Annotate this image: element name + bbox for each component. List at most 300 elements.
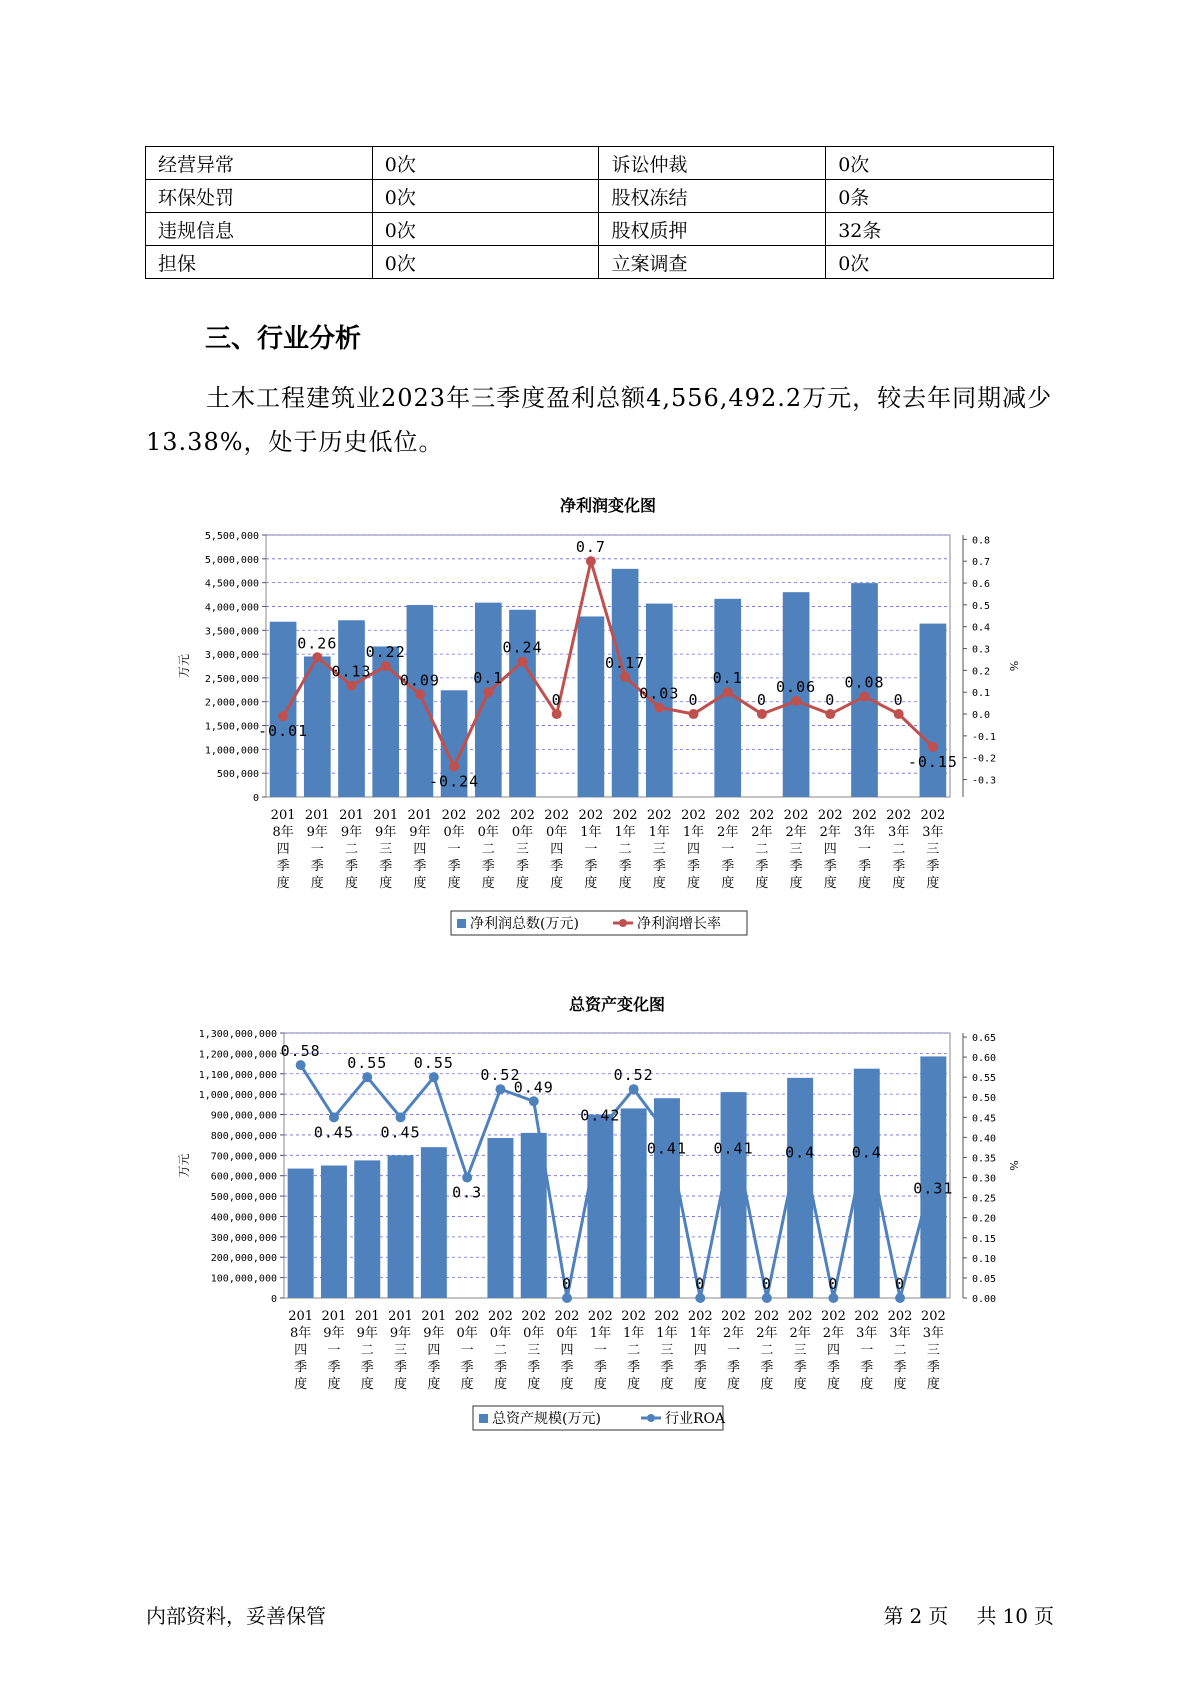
line-point [381,661,391,671]
y2-tick-label: 0.10 [972,1253,997,1265]
x-tick-label: 202 [920,808,946,823]
x-tick-label: 季 [360,1360,374,1375]
x-tick-label: 202 [852,808,877,823]
x-tick-label: 202 [578,808,604,823]
x-tick-label: 2年 [717,825,739,840]
y2-tick-label: 0.00 [972,1294,997,1305]
risk-item-value: 0次 [372,246,599,279]
y-tick-label: 5,000,000 [204,554,259,566]
x-tick-label: 9年 [340,825,363,840]
x-tick-label: 四 [826,1343,840,1358]
x-tick-label: 1年 [689,1326,711,1341]
x-tick-label: 度 [892,876,906,891]
x-tick-label: 三 [527,1343,541,1358]
y-tick-label: 0 [270,1294,277,1305]
x-tick-label: 四 [686,842,701,857]
total-assets-chart-svg [0,950,1191,1427]
x-tick-label: 201 [407,808,433,823]
data-label: 0 [825,691,836,710]
x-tick-label: 202 [887,1309,913,1324]
x-tick-label: 度 [379,876,393,891]
x-tick-label: 1年 [589,1326,611,1341]
x-tick-label: 度 [427,1377,441,1392]
data-label: 0.13 [331,662,372,681]
line-point [862,1132,872,1142]
data-label: 0 [828,1275,839,1293]
bar [321,1166,347,1299]
line-point [586,556,596,566]
risk-item-label: 环保处罚 [146,180,373,213]
x-tick-label: 0年 [489,1326,512,1341]
y2-tick-label: -0.1 [972,731,997,743]
net-profit-chart-svg [0,455,1191,932]
x-tick-label: 季 [826,1360,840,1375]
y2-tick-label: 0.35 [972,1153,997,1165]
x-tick-label: 四 [294,1343,308,1358]
section-heading: 三、行业分析 [205,324,362,354]
x-tick-label: 度 [527,1377,541,1392]
x-tick-label: 三 [652,842,666,857]
x-tick-label: 1年 [580,825,602,840]
line-point [495,1084,505,1094]
x-tick-label: 度 [727,1377,741,1392]
x-tick-label: 202 [646,808,672,823]
line-point [552,709,562,719]
y2-tick-label: -0.2 [972,753,997,765]
x-tick-label: 202 [441,808,467,823]
x-tick-label: 四 [550,842,564,857]
x-tick-label: 0年 [556,1326,578,1341]
total-unit: 页 [1034,1604,1054,1628]
x-tick-label: 201 [388,1309,413,1324]
x-tick-label: 一 [857,842,872,857]
x-tick-label: 季 [823,859,837,874]
line-point [791,696,801,706]
x-tick-label: 9年 [323,1326,345,1341]
table-row [146,246,1054,279]
table-row [146,147,1054,180]
y-tick-label: 3,500,000 [204,626,259,638]
line-point [689,709,699,719]
line-point [723,687,733,697]
y-axis-label: 万元 [177,1153,191,1178]
x-tick-label: 0年 [477,825,499,840]
data-label: 0 [688,691,699,710]
line-point [396,1112,406,1122]
x-tick-label: 202 [783,808,809,823]
line-point [347,681,357,691]
x-tick-label: 2年 [789,1326,811,1341]
data-label: 0.1 [712,669,743,688]
line-point [828,1293,838,1303]
x-tick-label: 0年 [523,1326,545,1341]
x-tick-label: 四 [276,842,290,857]
y-tick-label: 500,000,000 [210,1192,277,1204]
x-tick-label: 二 [360,1343,374,1358]
x-tick-label: 202 [920,1309,946,1324]
legend-bar-label: 净利润总数(万元) [470,916,579,932]
x-tick-label: 度 [394,1377,408,1392]
x-tick-label: 季 [693,1360,707,1375]
x-tick-label: 二 [618,842,632,857]
y2-axis-label: % [1007,660,1020,672]
x-tick-label: 度 [276,876,290,891]
line-point [762,1293,772,1303]
x-tick-label: 201 [321,1309,347,1324]
bar [654,1098,680,1298]
x-tick-label: 季 [627,1360,641,1375]
x-tick-label: 202 [854,1309,880,1324]
y-tick-label: 4,500,000 [204,578,259,590]
y2-tick-label: 0.05 [972,1273,997,1285]
x-tick-label: 度 [481,876,495,891]
x-tick-label: 度 [857,876,872,891]
x-tick-label: 202 [654,1309,680,1324]
line-point [662,1128,672,1138]
y-tick-label: 100,000,000 [210,1273,277,1285]
risk-item-label: 诉讼仲裁 [599,147,826,180]
x-tick-label: 二 [493,1343,507,1358]
y2-tick-label: 0.3 [972,644,991,656]
x-tick-label: 度 [660,1377,674,1392]
page-unit: 页 [928,1604,949,1628]
x-tick-label: 2年 [822,1326,845,1341]
total-prefix: 共 [976,1604,997,1628]
table-row [146,180,1054,213]
net-profit-chart [0,455,1191,932]
x-tick-label: 一 [593,1343,607,1358]
data-label: 0.49 [513,1078,554,1097]
line-point [362,1072,372,1082]
x-tick-label: 8年 [290,1326,312,1341]
x-tick-label: 3年 [889,1326,911,1341]
risk-item-value: 0次 [826,246,1054,279]
risk-item-label: 违规信息 [146,213,373,246]
x-tick-label: 一 [327,1343,341,1358]
x-tick-label: 四 [693,1343,707,1358]
x-tick-label: 度 [823,876,837,891]
bar [721,1092,747,1298]
y2-tick-label: 0.25 [972,1193,997,1205]
x-tick-label: 度 [460,1377,474,1392]
data-label: 0.31 [913,1179,954,1198]
data-label: 0.3 [452,1183,483,1202]
data-label: 0 [895,1275,906,1293]
x-tick-label: 二 [627,1343,641,1358]
data-label: 0.06 [776,677,817,696]
risk-item-value: 0次 [372,180,599,213]
data-label: -0.24 [429,772,480,791]
x-tick-label: 季 [481,859,495,874]
x-tick-label: 9年 [375,825,397,840]
x-tick-label: 季 [447,859,461,874]
legend-line-label: 净利润增长率 [637,916,721,932]
bar [612,569,639,797]
data-label: 0.26 [297,634,338,653]
legend-bar-swatch [479,1414,488,1423]
x-tick-label: 201 [354,1309,380,1324]
risk-item-value: 0次 [372,147,599,180]
x-tick-label: 三 [793,1343,807,1358]
x-tick-label: 201 [339,808,364,823]
bar [587,1115,613,1298]
bar [487,1138,513,1298]
x-tick-label: 202 [454,1309,480,1324]
x-tick-label: 202 [475,808,501,823]
x-tick-label: 3年 [922,1326,944,1341]
x-tick-label: 三 [926,842,940,857]
data-label: 0.09 [399,671,440,690]
y-tick-label: 2,500,000 [204,673,259,685]
x-tick-label: 1年 [682,825,705,840]
y-tick-label: 2,000,000 [204,697,259,709]
line-point [529,1096,539,1106]
x-tick-label: 2年 [722,1326,745,1341]
x-tick-label: 202 [687,1309,713,1324]
x-tick-label: 度 [627,1377,641,1392]
x-tick-label: 度 [693,1377,707,1392]
y-tick-label: 1,300,000,000 [198,1029,277,1040]
x-tick-label: 度 [793,1377,807,1392]
x-tick-label: 二 [893,1343,907,1358]
y-tick-label: 800,000,000 [210,1130,277,1142]
line-point [462,1173,472,1183]
data-label: 0.1 [473,669,504,688]
data-label: 0 [761,1275,772,1293]
x-tick-label: 三 [660,1343,674,1358]
data-label: 0.03 [639,684,680,703]
x-tick-label: 一 [447,842,461,857]
line-point [562,1293,572,1303]
x-tick-label: 度 [327,1377,341,1392]
x-tick-label: 季 [427,1360,441,1375]
data-label: 0.55 [413,1054,454,1073]
bar [388,1155,414,1298]
x-tick-label: 季 [593,1360,607,1375]
y2-tick-label: 0.7 [972,557,991,569]
chart-title: 净利润变化图 [559,496,657,515]
y-tick-label: 500,000 [216,769,259,781]
risk-item-label: 经营异常 [146,147,373,180]
x-tick-label: 度 [755,876,769,891]
x-tick-label: 季 [276,859,290,874]
x-tick-label: 季 [618,859,632,874]
y2-tick-label: 0.6 [972,579,991,591]
x-tick-label: 季 [860,1360,874,1375]
x-tick-label: 三 [379,842,393,857]
x-tick-label: 202 [787,1309,813,1324]
x-tick-label: 季 [493,1360,507,1375]
x-tick-label: 度 [789,876,803,891]
line-point [928,1169,938,1179]
x-tick-label: 201 [270,808,296,823]
y2-tick-label: 0.2 [972,666,991,678]
x-tick-label: 1年 [648,825,670,840]
x-tick-label: 季 [660,1360,674,1375]
x-tick-label: 四 [413,842,427,857]
bar [407,605,434,797]
data-label: 0 [756,691,767,710]
x-tick-label: 202 [510,808,535,823]
risk-item-value: 32条 [826,213,1054,246]
industry-analysis-paragraph: 土木工程建筑业2023年三季度盈利总额4,556,492.2万元，较去年同期减少13.38%，处于历史低位。 [146,384,1053,456]
x-tick-label: 季 [327,1360,341,1375]
y-axis-label: 万元 [177,653,191,679]
legend-line-label: 行业ROA [665,1411,726,1427]
data-label: 0.41 [713,1139,754,1158]
line-point [654,702,664,712]
x-tick-label: 季 [394,1360,408,1375]
x-tick-label: 季 [755,859,769,874]
line-point [518,657,528,667]
x-tick-label: 9年 [389,1326,412,1341]
x-tick-label: 度 [515,876,530,891]
x-tick-label: 季 [527,1360,541,1375]
x-tick-label: 度 [926,876,940,891]
x-tick-label: 3年 [922,825,944,840]
data-label: 0.41 [646,1139,688,1158]
x-tick-label: 202 [521,1309,547,1324]
y-tick-label: 1,100,000,000 [198,1069,277,1081]
line-point [296,1060,306,1070]
data-label: 0.22 [365,643,406,661]
legend-bar-swatch [457,919,466,928]
x-tick-label: 季 [460,1360,474,1375]
x-tick-label: 202 [715,808,741,823]
data-label: 0.52 [480,1066,521,1085]
y-tick-label: 1,500,000 [204,721,259,733]
x-tick-label: 一 [860,1343,874,1358]
page-number: 2 [909,1604,923,1628]
risk-info-table [145,146,1054,279]
y2-tick-label: 0.4 [972,622,991,634]
y2-tick-label: 0.65 [972,1033,997,1045]
risk-item-label: 立案调查 [599,246,826,279]
x-tick-label: 三 [515,842,530,857]
y2-axis-label: % [1007,1160,1020,1171]
line-point [415,689,425,699]
line-point [278,711,288,721]
y-tick-label: 5,500,000 [204,531,259,542]
x-tick-label: 季 [727,1360,741,1375]
data-label: 0.58 [280,1042,321,1061]
x-tick-label: 季 [721,859,735,874]
bar [288,1169,314,1298]
x-tick-label: 度 [893,1377,907,1392]
x-tick-label: 二 [755,842,769,857]
x-tick-label: 三 [789,842,803,857]
total-assets-chart [0,950,1191,1427]
y2-tick-label: -0.3 [972,775,997,787]
y-tick-label: 3,000,000 [204,650,259,662]
x-tick-label: 3年 [853,825,876,840]
x-tick-label: 度 [360,1377,374,1392]
data-label: -0.01 [258,722,309,741]
x-tick-label: 201 [421,1309,447,1324]
y2-tick-label: 0.55 [972,1073,997,1085]
x-tick-label: 一 [584,842,598,857]
risk-item-value: 0条 [826,180,1054,213]
line-point [795,1132,805,1142]
x-tick-label: 8年 [272,825,294,840]
x-tick-label: 2年 [751,825,773,840]
line-point [695,1293,705,1303]
data-label: 0.45 [313,1123,355,1142]
line-point [928,742,938,752]
table-row [146,213,1054,246]
x-tick-label: 度 [550,876,564,891]
line-point [620,672,630,682]
x-tick-label: 季 [892,859,906,874]
x-tick-label: 四 [427,1343,441,1358]
x-tick-label: 度 [584,876,598,891]
line-point [483,687,493,697]
x-tick-label: 9年 [356,1326,378,1341]
x-tick-label: 9年 [423,1326,445,1341]
x-tick-label: 3年 [856,1326,878,1341]
risk-item-label: 股权冻结 [599,180,826,213]
x-tick-label: 0年 [443,825,465,840]
x-tick-label: 202 [821,1309,846,1324]
x-tick-label: 1年 [656,1326,678,1341]
x-tick-label: 202 [721,1309,746,1324]
x-tick-label: 202 [817,808,843,823]
x-tick-label: 季 [793,1360,807,1375]
x-tick-label: 202 [612,808,638,823]
y-tick-label: 1,200,000,000 [198,1049,277,1061]
data-label: 0.7 [575,538,606,557]
line-point [595,1124,605,1134]
data-label: 0 [551,691,562,710]
y2-tick-label: 0.20 [972,1213,997,1225]
x-tick-label: 度 [721,876,735,891]
y2-tick-label: 0.60 [972,1053,997,1065]
x-tick-label: 度 [760,1377,774,1392]
data-label: 0.45 [380,1123,421,1142]
x-tick-label: 201 [304,808,330,823]
x-tick-label: 度 [310,876,324,891]
y2-tick-label: 0.0 [972,710,991,722]
line-point [429,1072,439,1082]
footer-confidential-note: 内部资料，妥善保管 [146,1604,326,1628]
legend-line-marker [647,1414,655,1422]
x-tick-label: 0年 [546,825,568,840]
x-tick-label: 季 [652,859,666,874]
legend-line-marker [619,919,627,927]
x-tick-label: 3年 [888,825,910,840]
data-label: 0.17 [605,653,646,672]
y2-tick-label: 0.40 [972,1133,997,1145]
data-label: 0 [893,691,904,710]
line-point [729,1128,739,1138]
data-label: 0.55 [347,1054,388,1073]
risk-item-value: 0次 [826,147,1054,180]
x-tick-label: 季 [926,859,940,874]
x-tick-label: 202 [754,1309,780,1324]
x-tick-label: 度 [926,1377,940,1392]
x-tick-label: 度 [652,876,666,891]
x-tick-label: 季 [686,859,701,874]
bar [270,622,297,797]
y-tick-label: 200,000,000 [210,1253,277,1265]
x-tick-label: 度 [413,876,427,891]
page-prefix: 第 [883,1604,904,1628]
x-tick-label: 201 [373,808,399,823]
y-tick-label: 1,000,000 [204,745,259,757]
line-point [312,652,322,662]
x-tick-label: 2年 [785,825,807,840]
y-tick-label: 900,000,000 [210,1110,277,1122]
